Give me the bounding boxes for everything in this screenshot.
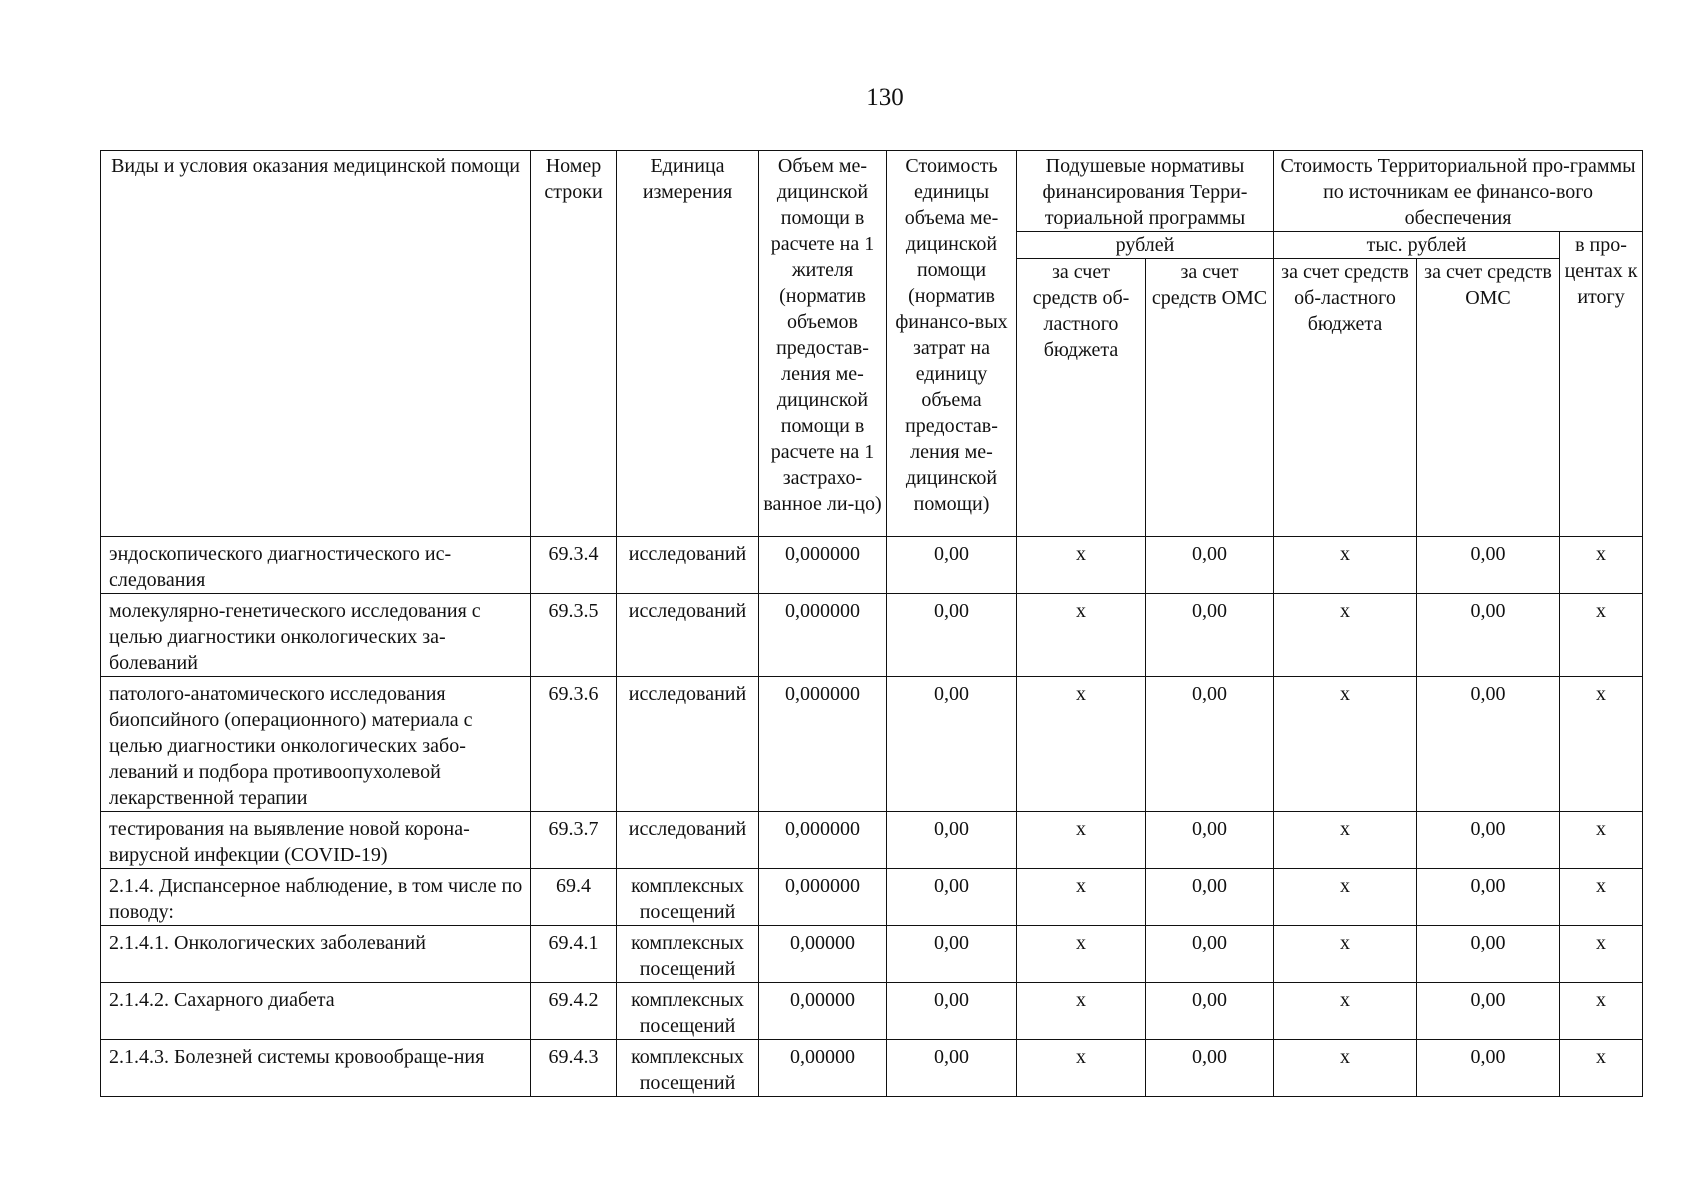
cell-kind: 2.1.4. Диспансерное наблюдение, в том числе по поводу: [101, 869, 531, 926]
cell-percent: х [1560, 1040, 1643, 1097]
table-row [101, 537, 1643, 594]
table-row [101, 869, 1643, 926]
cell-total-budget: х [1274, 677, 1417, 812]
cell-total-budget: х [1274, 812, 1417, 869]
cell-volume: 0,000000 [759, 869, 887, 926]
cell-volume: 0,000000 [759, 677, 887, 812]
cell-num: 69.4.1 [531, 926, 617, 983]
cell-cost: 0,00 [887, 869, 1017, 926]
header-group-cost: Стоимость Территориальной про-граммы по источникам ее финансо-вого обеспечения [1274, 151, 1643, 232]
cell-norm-oms: 0,00 [1146, 537, 1274, 594]
cell-norm-oms: 0,00 [1146, 1040, 1274, 1097]
cell-norm-oms: 0,00 [1146, 869, 1274, 926]
cell-cost: 0,00 [887, 677, 1017, 812]
cell-percent: х [1560, 594, 1643, 677]
cell-kind: 2.1.4.2. Сахарного диабета [101, 983, 531, 1040]
cell-total-budget: х [1274, 1040, 1417, 1097]
cell-total-oms: 0,00 [1417, 869, 1560, 926]
table-row [101, 983, 1643, 1040]
cell-num: 69.4.2 [531, 983, 617, 1040]
cell-unit: исследований [617, 537, 759, 594]
cell-unit: комплексных посещений [617, 983, 759, 1040]
cell-num: 69.3.5 [531, 594, 617, 677]
cell-num: 69.3.7 [531, 812, 617, 869]
cell-total-oms: 0,00 [1417, 677, 1560, 812]
cell-kind: 2.1.4.3. Болезней системы кровообраще-ния [101, 1040, 531, 1097]
table-row [101, 1040, 1643, 1097]
header-row-1 [101, 151, 1643, 232]
financing-table [100, 150, 1643, 1097]
cell-kind: патолого-анатомического исследования биопсийного (операционного) материала с целью диагностики онкологических забо-леваний и подбора противоопухолевой лекарственной терапии [101, 677, 531, 812]
cell-num: 69.4.3 [531, 1040, 617, 1097]
cell-cost: 0,00 [887, 1040, 1017, 1097]
cell-unit: комплексных посещений [617, 1040, 759, 1097]
cell-total-oms: 0,00 [1417, 926, 1560, 983]
cell-kind: 2.1.4.1. Онкологических заболеваний [101, 926, 531, 983]
header-cost: Стоимость единицы объема ме-дицинской помощи (норматив финансо-вых затрат на единицу объема предостав-ления ме-дицинской помощи) [887, 151, 1017, 537]
header-group-norms: Подушевые нормативы финансирования Терри-ториальной программы [1017, 151, 1274, 232]
header-percent-total: в про-центах к итогу [1560, 232, 1643, 537]
cell-volume: 0,000000 [759, 594, 887, 677]
header-total-budget: за счет средств об-ластного бюджета [1274, 259, 1417, 537]
cell-num: 69.3.6 [531, 677, 617, 812]
cell-total-budget: х [1274, 537, 1417, 594]
cell-norm-budget: х [1017, 594, 1146, 677]
cell-total-oms: 0,00 [1417, 537, 1560, 594]
cell-percent: х [1560, 537, 1643, 594]
cell-total-oms: 0,00 [1417, 594, 1560, 677]
cell-total-budget: х [1274, 594, 1417, 677]
header-volume: Объем ме-дицинской помощи в расчете на 1 жителя (норматив объемов предостав-ления ме-дицинской помощи в расчете на 1 застрахо-ванное ли-цо) [759, 151, 887, 537]
cell-norm-oms: 0,00 [1146, 812, 1274, 869]
header-total-oms: за счет средств ОМС [1417, 259, 1560, 537]
cell-norm-budget: х [1017, 812, 1146, 869]
cell-kind: тестирования на выявление новой корона-вирусной инфекции (COVID-19) [101, 812, 531, 869]
cell-unit: исследований [617, 677, 759, 812]
cell-percent: х [1560, 869, 1643, 926]
cell-percent: х [1560, 677, 1643, 812]
cell-total-budget: х [1274, 926, 1417, 983]
cell-kind: молекулярно-генетического исследования с целью диагностики онкологических за-болеваний [101, 594, 531, 677]
cell-norm-oms: 0,00 [1146, 983, 1274, 1040]
cell-norm-budget: х [1017, 926, 1146, 983]
table-row [101, 926, 1643, 983]
cell-total-budget: х [1274, 983, 1417, 1040]
cell-norm-budget: х [1017, 537, 1146, 594]
cell-norm-budget: х [1017, 1040, 1146, 1097]
header-row-number: Номер строки [531, 151, 617, 537]
cell-volume: 0,000000 [759, 537, 887, 594]
cell-norm-budget: х [1017, 983, 1146, 1040]
cell-norm-oms: 0,00 [1146, 677, 1274, 812]
cell-percent: х [1560, 983, 1643, 1040]
cell-total-oms: 0,00 [1417, 983, 1560, 1040]
cell-unit: комплексных посещений [617, 869, 759, 926]
cell-volume: 0,00000 [759, 1040, 887, 1097]
header-unit-rub: рублей [1017, 232, 1274, 259]
cell-norm-oms: 0,00 [1146, 926, 1274, 983]
table-row [101, 677, 1643, 812]
cell-percent: х [1560, 812, 1643, 869]
cell-total-oms: 0,00 [1417, 1040, 1560, 1097]
header-unit: Единица измерения [617, 151, 759, 537]
cell-unit: комплексных посещений [617, 926, 759, 983]
cell-num: 69.4 [531, 869, 617, 926]
cell-volume: 0,00000 [759, 926, 887, 983]
cell-unit: исследований [617, 594, 759, 677]
cell-cost: 0,00 [887, 983, 1017, 1040]
header-unit-thous-rub: тыс. рублей [1274, 232, 1560, 259]
cell-total-oms: 0,00 [1417, 812, 1560, 869]
cell-volume: 0,000000 [759, 812, 887, 869]
cell-unit: исследований [617, 812, 759, 869]
cell-cost: 0,00 [887, 537, 1017, 594]
cell-norm-budget: х [1017, 677, 1146, 812]
cell-volume: 0,00000 [759, 983, 887, 1040]
table-row [101, 594, 1643, 677]
cell-norm-budget: х [1017, 869, 1146, 926]
page-number: 130 [866, 84, 904, 111]
cell-cost: 0,00 [887, 594, 1017, 677]
cell-percent: х [1560, 926, 1643, 983]
cell-cost: 0,00 [887, 812, 1017, 869]
cell-total-budget: х [1274, 869, 1417, 926]
table-row [101, 812, 1643, 869]
header-kind: Виды и условия оказания медицинской помощи [101, 151, 531, 537]
cell-norm-oms: 0,00 [1146, 594, 1274, 677]
header-norm-budget: за счет средств об-ластного бюджета [1017, 259, 1146, 537]
cell-kind: эндоскопического диагностического ис-следования [101, 537, 531, 594]
header-norm-oms: за счет средств ОМС [1146, 259, 1274, 537]
cell-num: 69.3.4 [531, 537, 617, 594]
cell-cost: 0,00 [887, 926, 1017, 983]
